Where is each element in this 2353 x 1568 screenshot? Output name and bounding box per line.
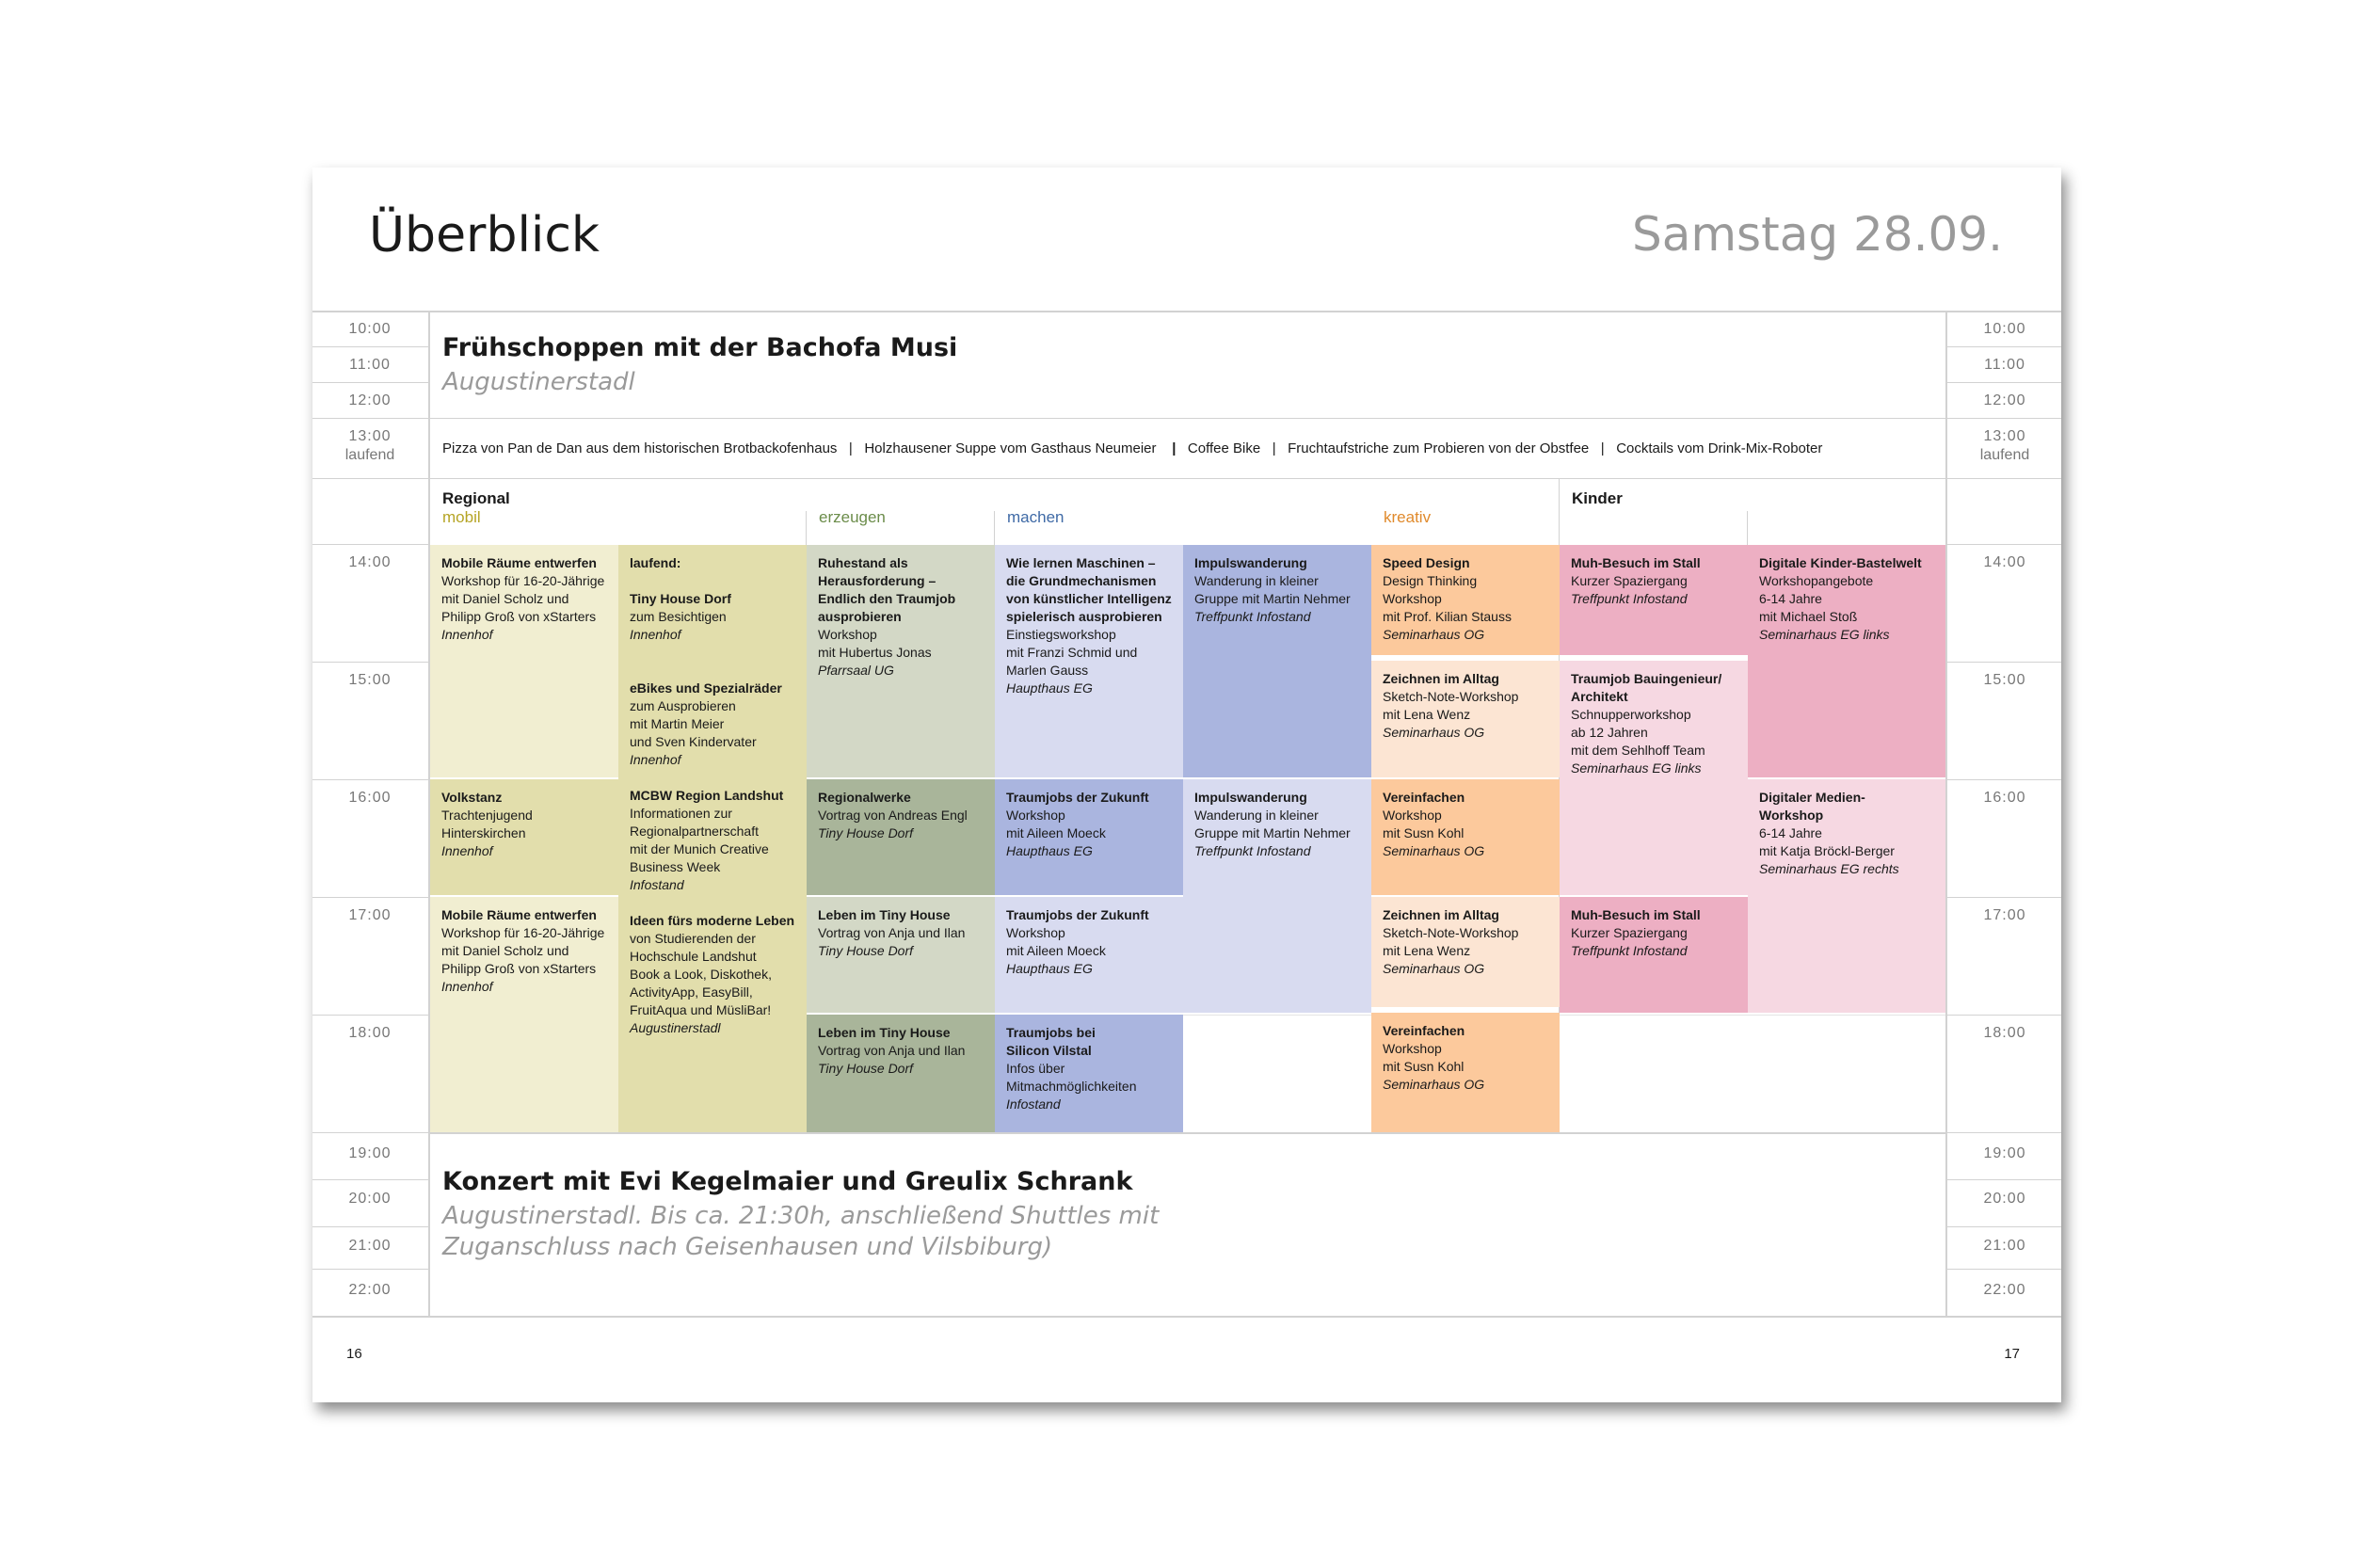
event-title: Impulswanderung: [1194, 555, 1307, 570]
divider: [312, 311, 2061, 312]
event-line: zum Ausprobieren: [630, 698, 736, 713]
time-label: 11:00: [1984, 357, 2025, 373]
event-line: mit Michael Stoß: [1759, 609, 1858, 624]
divider: [312, 478, 428, 479]
event-line: mit Susn Kohl: [1383, 1059, 1465, 1074]
event-line: Workshop: [1383, 1041, 1442, 1056]
event-line: Gruppe mit Martin Nehmer: [1194, 825, 1351, 840]
divider: [312, 418, 428, 419]
event-title: Vereinfachen: [1383, 1023, 1465, 1038]
event-line: mit dem Sehlhoff Team: [1571, 743, 1705, 758]
evening-event-title: Konzert mit Evi Kegelmaier und Greulix Schrank: [442, 1167, 1133, 1196]
event-line: Kurzer Spaziergang: [1571, 573, 1688, 588]
event-block: [430, 545, 618, 777]
divider: [806, 511, 807, 545]
time-label: 11:00: [349, 357, 391, 373]
divider: [312, 1269, 428, 1270]
divider: [1747, 511, 1748, 545]
event-block: [1371, 661, 1560, 777]
time-label: 19:00: [348, 1145, 392, 1161]
time-label: 14:00: [1983, 554, 2026, 570]
event-title: Wie lernen Maschinen – die Grundmechanismen von künstlicher Intelligenz spielerisch ausprobieren: [1006, 555, 1172, 624]
divider: [1947, 382, 2061, 383]
event-line: mit Daniel Scholz und: [441, 591, 569, 606]
event-title: eBikes und Spezialräder: [630, 680, 782, 696]
divider: [430, 418, 1945, 419]
event-line: Sketch-Note-Workshop: [1383, 689, 1519, 704]
event-line: mit Aileen Moeck: [1006, 825, 1106, 840]
event-location: Innenhof: [441, 627, 493, 642]
event-title: Leben im Tiny House: [818, 1025, 951, 1040]
event-location: Innenhof: [441, 843, 493, 858]
event-line: Business Week: [630, 859, 721, 874]
event-line: Workshop: [1006, 925, 1065, 940]
divider: [312, 346, 428, 347]
event-block: [807, 779, 995, 895]
event-line: Wanderung in kleiner: [1194, 808, 1319, 823]
event-block: [618, 545, 807, 1132]
event-block: [1560, 545, 1748, 655]
event-location: Tiny House Dorf: [818, 825, 914, 840]
divider: [1947, 779, 2061, 780]
event-location: Seminarhaus EG links: [1571, 760, 1702, 776]
time-label: laufend: [344, 447, 395, 463]
time-label: 14:00: [348, 554, 392, 570]
event-line: Workshop für 16-20-Jährige: [441, 925, 605, 940]
time-label: 13:00: [348, 428, 392, 444]
time-label: 16:00: [348, 790, 392, 806]
event-line: Book a Look, Diskothek,: [630, 967, 772, 982]
divider: [1947, 1132, 2061, 1133]
event-block: [807, 545, 995, 777]
evening-event-location: Zuganschluss nach Geisenhausen und Vilsbiburg): [442, 1233, 1053, 1261]
event-block: [995, 779, 1183, 895]
divider: [1947, 1179, 2061, 1180]
event-line: mit Aileen Moeck: [1006, 943, 1106, 958]
category-machen: machen: [1007, 508, 1064, 526]
divider: [1947, 1015, 2061, 1016]
time-label: 21:00: [348, 1238, 392, 1254]
category-regional: Regional: [442, 489, 510, 507]
morning-event-title: Frühschoppen mit der Bachofa Musi: [442, 333, 958, 362]
time-label: 16:00: [1983, 790, 2026, 806]
time-label: 17:00: [348, 907, 392, 923]
category-kinder: Kinder: [1572, 489, 1623, 507]
divider: [312, 1015, 428, 1016]
divider: [1947, 1269, 2061, 1270]
event-title: Impulswanderung: [1194, 790, 1307, 805]
event-block: [995, 545, 1183, 777]
event-line: Hochschule Landshut: [630, 949, 757, 964]
divider: [1947, 478, 2061, 479]
event-title: Ideen fürs moderne Leben: [630, 913, 795, 928]
event-title: Digitaler Medien-Workshop: [1759, 790, 1865, 823]
event-title: Volkstanz: [441, 790, 503, 805]
event-line: von Studierenden der: [630, 931, 756, 946]
divider: [1947, 346, 2061, 347]
event-block: [1748, 545, 1945, 777]
event-title: Traumjobs der Zukunft: [1006, 790, 1149, 805]
time-label: 21:00: [1983, 1238, 2026, 1254]
event-block: [1560, 661, 1748, 895]
event-line: mit Daniel Scholz und: [441, 943, 569, 958]
event-location: Treffpunkt Infostand: [1194, 609, 1311, 624]
food-item: Fruchtaufstriche zum Probieren von der Obstfee: [1288, 440, 1590, 456]
event-title: MCBW Region Landshut: [630, 788, 784, 803]
event-line: Vortrag von Anja und Ilan: [818, 925, 966, 940]
time-label: laufend: [1979, 447, 2030, 463]
page-date: Samstag 28.09.: [1631, 207, 2003, 262]
event-location: Tiny House Dorf: [818, 943, 914, 958]
page-title: Überblick: [369, 207, 600, 264]
event-line: Vortrag von Andreas Engl: [818, 808, 968, 823]
divider: [1183, 1015, 1371, 1016]
event-location: Seminarhaus OG: [1383, 725, 1485, 740]
event-line: Workshop: [1006, 808, 1065, 823]
event-line: mit Hubertus Jonas: [818, 645, 932, 660]
event-line: Philipp Groß von xStarters: [441, 609, 597, 624]
page-number-left: 16: [346, 1346, 362, 1362]
event-block: [1560, 897, 1748, 1013]
event-line: mit Susn Kohl: [1383, 825, 1465, 840]
event-title: Mobile Räume entwerfen: [441, 907, 597, 922]
event-location: Infostand: [630, 877, 684, 892]
evening-event-location: Augustinerstadl. Bis ca. 21:30h, anschließend Shuttles mit: [442, 1202, 1160, 1230]
event-title: Tiny House Dorf: [630, 591, 731, 606]
food-line: Pizza von Pan de Dan aus dem historischen Brotbackofenhaus | Holzhausener Suppe vom Gasthaus Neumeier | Coffee Bike | Fruchtaufstriche zum Probieren von der Obstfee | Cocktails vom Drink-Mix-Roboter: [442, 440, 1823, 456]
divider: [312, 662, 428, 663]
event-line: mit Lena Wenz: [1383, 707, 1471, 722]
divider: [312, 1179, 428, 1180]
event-location: Seminarhaus OG: [1383, 961, 1485, 976]
event-line: mit Franzi Schmid und: [1006, 645, 1138, 660]
event-location: Treffpunkt Infostand: [1194, 843, 1311, 858]
event-line: Trachtenjugend: [441, 808, 533, 823]
event-location: Tiny House Dorf: [818, 1061, 914, 1076]
time-label: 10:00: [1983, 321, 2026, 337]
divider: [312, 1316, 2061, 1318]
event-title: Traumjobs bei Silicon Vilstal: [1006, 1025, 1096, 1058]
time-label: 22:00: [1983, 1282, 2026, 1298]
event-location: Infostand: [1006, 1096, 1061, 1112]
event-line: ActivityApp, EasyBill,: [630, 984, 753, 1000]
event-location: Seminarhaus OG: [1383, 843, 1485, 858]
time-label: 20:00: [348, 1191, 392, 1207]
food-item: Cocktails vom Drink-Mix-Roboter: [1616, 440, 1823, 456]
event-location: Haupthaus EG: [1006, 680, 1093, 696]
event-location: Innenhof: [441, 979, 493, 994]
event-line: Informationen zur: [630, 806, 732, 821]
event-block: [1371, 545, 1560, 655]
event-line: ab 12 Jahren: [1571, 725, 1648, 740]
event-line: mit Katja Bröckl-Berger: [1759, 843, 1895, 858]
time-label: 18:00: [1983, 1025, 2026, 1041]
event-line: 6-14 Jahre: [1759, 825, 1822, 840]
event-block: [995, 897, 1183, 1013]
event-location: Augustinerstadl: [630, 1020, 721, 1035]
event-block: [1371, 1013, 1560, 1132]
divider: [1947, 897, 2061, 898]
event-block: [1183, 545, 1371, 777]
event-line: Kurzer Spaziergang: [1571, 925, 1688, 940]
time-label: 15:00: [1983, 672, 2026, 688]
divider: [1947, 544, 2061, 545]
event-block: [1183, 779, 1371, 1013]
divider: [1947, 662, 2061, 663]
time-label: 20:00: [1983, 1191, 2026, 1207]
event-block: [1371, 897, 1560, 1007]
event-title: Zeichnen im Alltag: [1383, 907, 1499, 922]
event-location: Haupthaus EG: [1006, 961, 1093, 976]
time-label: 19:00: [1983, 1145, 2026, 1161]
divider: [312, 544, 428, 545]
event-line: Sketch-Note-Workshop: [1383, 925, 1519, 940]
event-line: Philipp Groß von xStarters: [441, 961, 597, 976]
event-line: Design Thinking: [1383, 573, 1478, 588]
event-line: Infos über: [1006, 1061, 1065, 1076]
event-title: Vereinfachen: [1383, 790, 1465, 805]
event-block: [807, 897, 995, 1013]
divider: [430, 1132, 1945, 1134]
event-location: Seminarhaus EG links: [1759, 627, 1890, 642]
schedule-page: [312, 168, 2061, 1402]
divider: [312, 1226, 428, 1227]
event-line: mit der Munich Creative: [630, 841, 769, 856]
event-line: FruitAqua und MüsliBar!: [630, 1002, 772, 1017]
event-line: Hinterskirchen: [441, 825, 526, 840]
category-kreativ: kreativ: [1384, 508, 1432, 526]
event-line: Vortrag von Anja und Ilan: [818, 1043, 966, 1058]
event-line: mit Lena Wenz: [1383, 943, 1471, 958]
divider: [312, 1132, 428, 1133]
event-block: [807, 1015, 995, 1132]
category-mobil: mobil: [442, 508, 481, 526]
event-line: zum Besichtigen: [630, 609, 727, 624]
time-label: 12:00: [348, 392, 392, 408]
category-erzeugen: erzeugen: [819, 508, 886, 526]
divider: [1947, 418, 2061, 419]
event-line: Workshopangebote: [1759, 573, 1874, 588]
event-title: laufend:: [630, 555, 681, 570]
event-line: mit Martin Meier: [630, 716, 725, 731]
food-item: Holzhausener Suppe vom Gasthaus Neumeier: [864, 440, 1157, 456]
event-block: [430, 779, 618, 895]
divider: [312, 382, 428, 383]
event-title: Traumjobs der Zukunft: [1006, 907, 1149, 922]
time-label: 22:00: [348, 1282, 392, 1298]
event-location: Seminarhaus OG: [1383, 627, 1485, 642]
event-line: Gruppe mit Martin Nehmer: [1194, 591, 1351, 606]
page-number-right: 17: [2004, 1346, 2020, 1362]
event-location: Pfarrsaal UG: [818, 663, 894, 678]
event-line: Workshop: [1383, 808, 1442, 823]
time-label: 13:00: [1983, 428, 2026, 444]
event-block: [1371, 779, 1560, 895]
event-location: Treffpunkt Infostand: [1571, 943, 1688, 958]
event-title: Ruhestand als Herausforderung – Endlich den Traumjob ausprobieren: [818, 555, 956, 624]
event-line: Workshop für 16-20-Jährige: [441, 573, 605, 588]
food-item: Coffee Bike: [1187, 440, 1261, 456]
event-title: Digitale Kinder-Bastelwelt: [1759, 555, 1922, 570]
event-location: Innenhof: [630, 752, 681, 767]
morning-event-location: Augustinerstadl: [442, 368, 635, 396]
event-block: [995, 1015, 1183, 1132]
food-item: Pizza von Pan de Dan aus dem historischen Brotbackofenhaus: [442, 440, 838, 456]
divider: [312, 897, 428, 898]
divider: [994, 511, 995, 545]
event-line: und Sven Kindervater: [630, 734, 757, 749]
event-line: Regionalpartnerschaft: [630, 824, 759, 839]
event-line: Schnupperworkshop: [1571, 707, 1691, 722]
event-block: [1748, 779, 1945, 1013]
divider: [1947, 1226, 2061, 1227]
event-location: Seminarhaus EG rechts: [1759, 861, 1899, 876]
time-label: 12:00: [1983, 392, 2026, 408]
event-title: Zeichnen im Alltag: [1383, 671, 1499, 686]
time-label: 15:00: [348, 672, 392, 688]
event-title: Speed Design: [1383, 555, 1470, 570]
event-title: Regionalwerke: [818, 790, 911, 805]
divider: [312, 779, 428, 780]
event-line: mit Prof. Kilian Stauss: [1383, 609, 1512, 624]
event-title: Mobile Räume entwerfen: [441, 555, 597, 570]
time-label: 10:00: [348, 321, 392, 337]
divider: [430, 478, 1945, 479]
divider: [1560, 1015, 1945, 1016]
event-title: Traumjob Bauingenieur/ Architekt: [1571, 671, 1722, 704]
event-block: [430, 897, 618, 1132]
event-location: Haupthaus EG: [1006, 843, 1093, 858]
event-title: Muh-Besuch im Stall: [1571, 555, 1701, 570]
event-location: Seminarhaus OG: [1383, 1077, 1485, 1092]
time-label: 17:00: [1983, 907, 2026, 923]
event-line: Einstiegsworkshop: [1006, 627, 1116, 642]
event-line: Wanderung in kleiner: [1194, 573, 1319, 588]
event-line: Workshop: [818, 627, 877, 642]
time-label: 18:00: [348, 1025, 392, 1041]
event-line: Marlen Gauss: [1006, 663, 1089, 678]
event-title: Leben im Tiny House: [818, 907, 951, 922]
event-location: Innenhof: [630, 627, 681, 642]
event-line: Workshop: [1383, 591, 1442, 606]
event-line: Mitmachmöglichkeiten: [1006, 1079, 1137, 1094]
event-title: Muh-Besuch im Stall: [1571, 907, 1701, 922]
event-line: 6-14 Jahre: [1759, 591, 1822, 606]
event-location: Treffpunkt Infostand: [1571, 591, 1688, 606]
